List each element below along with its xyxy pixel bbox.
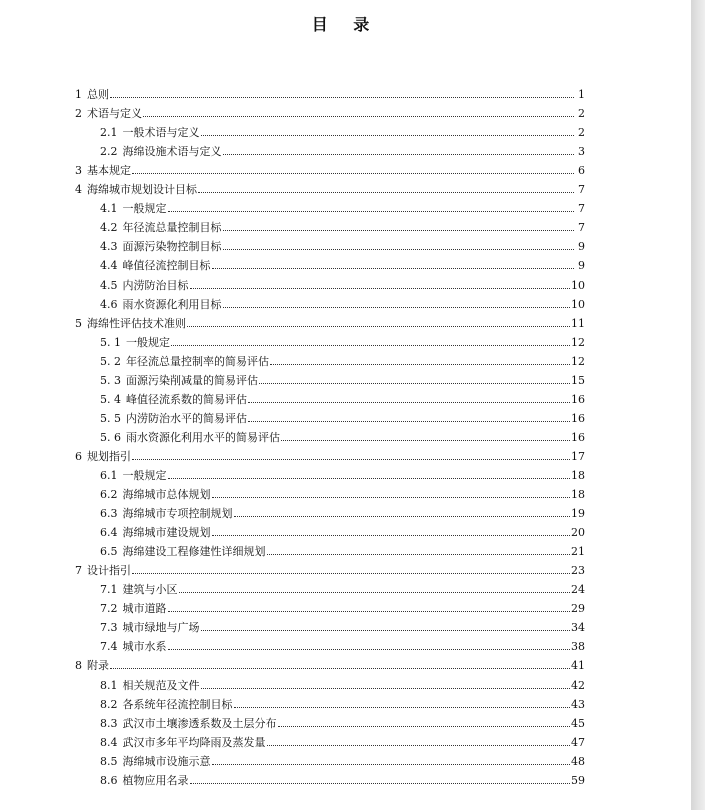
dot-leader: [168, 610, 571, 612]
toc-entry-page: 18: [571, 488, 585, 502]
toc-entry-number: 8.1: [100, 678, 118, 692]
dot-leader: [212, 534, 571, 536]
toc-entry-number: 5. 2: [100, 354, 121, 368]
toc-entry[interactable]: [75, 406, 585, 425]
toc-entry[interactable]: [75, 330, 585, 349]
toc-entry-number: 4.1: [100, 202, 118, 216]
toc-entry-title: 年径流总量控制目标: [122, 221, 222, 235]
dot-leader: [259, 382, 570, 384]
toc-entry-page: 47: [571, 735, 585, 749]
toc-entry[interactable]: [75, 596, 585, 615]
toc-entry-number: 3: [75, 164, 82, 178]
toc-entry[interactable]: [75, 692, 585, 711]
toc-entry[interactable]: [75, 577, 585, 596]
toc-entry-number: 4: [75, 183, 82, 197]
toc-entry-number: 6: [75, 449, 82, 463]
dot-leader: [132, 572, 570, 574]
toc-entry-number: 4.2: [100, 221, 118, 235]
toc-entry-title: 附录: [87, 659, 109, 673]
toc-entry-page: 16: [571, 411, 585, 425]
toc-entry-number: 2.1: [100, 126, 118, 140]
toc-entry-page: 45: [571, 716, 585, 730]
toc-entry-title: 一般规定: [122, 468, 167, 482]
dot-leader: [212, 496, 571, 498]
toc-entry-number: 7.1: [100, 583, 118, 597]
toc-entry-label: [100, 602, 167, 615]
toc-entry-page: 38: [571, 640, 585, 654]
toc-entry-number: 5. 5: [100, 411, 121, 425]
dot-leader: [201, 134, 575, 136]
toc-entry[interactable]: [75, 272, 585, 291]
toc-entry-number: 4.4: [100, 259, 118, 273]
toc-entry[interactable]: [75, 349, 585, 368]
toc-entry[interactable]: [75, 292, 585, 311]
toc-entry-page: 7: [578, 221, 585, 235]
toc-entry[interactable]: [75, 387, 585, 406]
toc-entry-number: 7: [75, 564, 82, 578]
toc-entry-title: 城市绿地与广场: [122, 621, 200, 635]
toc-entry-page: 12: [571, 335, 585, 349]
toc-entry-title: 雨水资源化利用目标: [122, 297, 222, 311]
dot-leader: [168, 648, 571, 650]
toc-entry-page: 48: [571, 754, 585, 768]
toc-entry-title: 武汉市土壤渗透系数及土层分布: [122, 716, 277, 730]
toc-entry-page: 43: [571, 697, 585, 711]
dot-leader: [143, 115, 574, 117]
toc-entry-title: 海绵城市总体规划: [122, 488, 211, 502]
toc-entry[interactable]: [75, 82, 585, 101]
toc-entry-number: 5. 3: [100, 373, 121, 387]
toc-entry-label: [75, 450, 131, 463]
toc-entry-number: 5. 4: [100, 392, 121, 406]
toc-entry-label: [100, 526, 211, 539]
toc-entry[interactable]: [75, 215, 585, 234]
toc-entry[interactable]: [75, 234, 585, 253]
dot-leader: [198, 191, 574, 193]
toc-entry-label: [100, 202, 167, 215]
toc-entry-page: 10: [571, 297, 585, 311]
table-of-contents: [75, 82, 585, 787]
toc-entry[interactable]: [75, 158, 585, 177]
dot-leader: [234, 706, 571, 708]
toc-entry[interactable]: [75, 177, 585, 196]
toc-entry-page: 34: [571, 621, 585, 635]
toc-entry-title: 城市水系: [122, 640, 167, 654]
toc-entry-page: 24: [571, 583, 585, 597]
toc-entry-title: 内涝防治目标: [122, 278, 189, 292]
toc-entry-number: 4.3: [100, 240, 118, 254]
toc-entry[interactable]: [75, 672, 585, 691]
toc-entry-title: 面源污染物控制目标: [122, 240, 222, 254]
toc-entry-title: 规划指引: [87, 449, 131, 463]
toc-entry-number: 8.3: [100, 716, 118, 730]
dot-leader: [223, 153, 575, 155]
toc-entry-page: 12: [571, 354, 585, 368]
dot-leader: [187, 325, 570, 327]
toc-entry[interactable]: [75, 520, 585, 539]
toc-entry[interactable]: [75, 444, 585, 463]
toc-entry[interactable]: [75, 482, 585, 501]
toc-entry-title: 总则: [87, 88, 109, 102]
toc-entry-number: 7.3: [100, 621, 118, 635]
toc-entry-number: 7.2: [100, 602, 118, 616]
toc-entry-label: [100, 507, 233, 520]
dot-leader: [281, 439, 570, 441]
dot-leader: [223, 306, 571, 308]
toc-entry-page: 7: [578, 183, 585, 197]
toc-entry-title: 术语与定义: [87, 107, 142, 121]
toc-entry-number: 2: [75, 107, 82, 121]
toc-entry-label: [100, 279, 189, 292]
toc-entry-title: 一般规定: [126, 335, 170, 349]
dot-leader: [168, 210, 575, 212]
toc-entry-label: [100, 336, 170, 349]
dot-leader: [270, 363, 570, 365]
toc-entry-label: [75, 317, 186, 330]
toc-entry-label: [75, 88, 109, 101]
toc-entry-label: [75, 564, 131, 577]
toc-entry-title: 武汉市多年平均降雨及蒸发量: [122, 735, 266, 749]
toc-entry-page: 3: [578, 145, 585, 159]
toc-entry-title: 海绵性评估技术准则: [87, 316, 186, 330]
toc-entry-title: 年径流总量控制率的简易评估: [126, 354, 269, 368]
toc-entry-number: 6.1: [100, 468, 118, 482]
page-title: 目 录: [311, 15, 380, 34]
dot-leader: [171, 344, 570, 346]
toc-entry-title: 海绵城市专项控制规划: [122, 507, 233, 521]
toc-entry[interactable]: [75, 311, 585, 330]
toc-entry[interactable]: [75, 196, 585, 215]
toc-entry-page: 6: [578, 164, 585, 178]
toc-entry-page: 17: [571, 449, 585, 463]
toc-entry-label: [100, 374, 258, 387]
toc-entry-label: [100, 298, 222, 311]
toc-entry-number: 6.4: [100, 526, 118, 540]
toc-entry-label: [100, 126, 200, 139]
dot-leader: [201, 629, 571, 631]
toc-entry-page: 29: [571, 602, 585, 616]
dot-leader: [190, 287, 571, 289]
dot-leader: [223, 248, 575, 250]
toc-entry-number: 8.5: [100, 754, 118, 768]
dot-leader: [201, 687, 571, 689]
toc-entry-title: 内涝防治水平的简易评估: [126, 411, 247, 425]
toc-entry-label: [75, 107, 142, 120]
toc-entry-number: 2.2: [100, 145, 118, 159]
toc-entry-title: 峰值径流控制目标: [122, 259, 211, 273]
toc-entry-label: [75, 164, 131, 177]
toc-entry-label: [100, 736, 266, 749]
dot-leader: [212, 267, 575, 269]
toc-entry-title: 城市道路: [122, 602, 167, 616]
toc-entry[interactable]: [75, 463, 585, 482]
toc-entry-title: 海绵城市设施示意: [122, 754, 211, 768]
toc-entry-title: 建筑与小区: [122, 583, 178, 597]
dot-leader: [234, 515, 571, 517]
toc-entry-title: 海绵城市规划设计目标: [87, 183, 197, 197]
toc-entry-page: 16: [571, 430, 585, 444]
toc-entry-label: [100, 583, 178, 596]
dot-leader: [212, 763, 571, 765]
toc-entry-page: 15: [571, 373, 585, 387]
toc-entry-title: 相关规范及文件: [122, 678, 200, 692]
dot-leader: [248, 401, 570, 403]
toc-entry-label: [100, 240, 222, 253]
toc-entry[interactable]: [75, 615, 585, 634]
toc-entry[interactable]: [75, 634, 585, 653]
toc-entry-page: 16: [571, 392, 585, 406]
toc-entry-number: 8.2: [100, 697, 118, 711]
toc-entry-page: 23: [571, 564, 585, 578]
toc-entry[interactable]: [75, 730, 585, 749]
dot-leader: [132, 458, 570, 460]
dot-leader: [168, 477, 571, 479]
toc-entry-label: [100, 221, 222, 234]
toc-entry-page: 42: [571, 678, 585, 692]
toc-entry[interactable]: [75, 768, 585, 787]
dot-leader: [110, 667, 570, 669]
toc-entry-title: 一般规定: [122, 202, 167, 216]
toc-entry-label: [100, 621, 200, 634]
toc-entry-title: 峰值径流系数的简易评估: [126, 392, 247, 406]
toc-entry[interactable]: [75, 101, 585, 120]
toc-entry-page: 20: [571, 526, 585, 540]
toc-entry-label: [75, 659, 109, 672]
toc-entry[interactable]: [75, 253, 585, 272]
toc-entry-title: 植物应用名录: [122, 773, 189, 787]
dot-leader: [223, 229, 575, 231]
toc-entry-page: 10: [571, 278, 585, 292]
toc-entry[interactable]: [75, 749, 585, 768]
toc-entry-number: 6.5: [100, 545, 118, 559]
toc-entry-page: 1: [578, 88, 585, 102]
toc-entry-number: 5. 1: [100, 335, 121, 349]
toc-entry-title: 各系统年径流控制目标: [122, 697, 233, 711]
toc-entry-page: 21: [571, 545, 585, 559]
toc-entry[interactable]: [75, 425, 585, 444]
toc-entry[interactable]: [75, 653, 585, 672]
toc-entry[interactable]: [75, 558, 585, 577]
toc-entry-title: 海绵城市建设规划: [122, 526, 211, 540]
toc-entry-number: 6.3: [100, 507, 118, 521]
toc-entry-label: [100, 717, 277, 730]
toc-entry-label: [100, 259, 211, 272]
toc-entry-label: [100, 412, 247, 425]
toc-entry-number: 8.4: [100, 735, 118, 749]
toc-entry-label: [100, 679, 200, 692]
toc-entry-number: 4.5: [100, 278, 118, 292]
toc-entry-title: 海绵建设工程修建性详细规划: [122, 545, 266, 559]
toc-entry-title: 雨水资源化利用水平的简易评估: [126, 430, 280, 444]
dot-leader: [179, 591, 571, 593]
toc-entry-number: 4.6: [100, 297, 118, 311]
toc-entry-title: 面源污染削减量的简易评估: [126, 373, 258, 387]
dot-leader: [110, 96, 574, 98]
toc-entry-page: 9: [578, 240, 585, 254]
toc-entry-label: [100, 755, 211, 768]
toc-entry-label: [100, 774, 189, 787]
toc-entry-number: 8: [75, 659, 82, 673]
toc-entry-label: [100, 640, 167, 653]
toc-entry-number: 1: [75, 88, 82, 102]
toc-entry[interactable]: [75, 539, 585, 558]
toc-entry-label: [100, 545, 266, 558]
toc-entry-page: 18: [571, 468, 585, 482]
toc-entry-label: [100, 698, 233, 711]
page-edge-shadow: [691, 0, 705, 810]
toc-entry-page: 59: [571, 773, 585, 787]
toc-entry-number: 5: [75, 316, 82, 330]
dot-leader: [278, 725, 571, 727]
dot-leader: [267, 553, 571, 555]
dot-leader: [267, 744, 571, 746]
toc-entry-page: 2: [578, 107, 585, 121]
toc-entry-page: 11: [571, 316, 585, 330]
toc-entry-number: 7.4: [100, 640, 118, 654]
toc-entry-page: 2: [578, 126, 585, 140]
toc-entry[interactable]: [75, 501, 585, 520]
toc-entry-label: [100, 488, 211, 501]
toc-entry-label: [75, 183, 197, 196]
toc-entry[interactable]: [75, 711, 585, 730]
dot-leader: [190, 782, 571, 784]
toc-entry-label: [100, 393, 247, 406]
toc-entry-title: 基本规定: [87, 164, 131, 178]
dot-leader: [132, 172, 574, 174]
toc-entry-page: 41: [571, 659, 585, 673]
toc-entry[interactable]: [75, 368, 585, 387]
toc-entry-label: [100, 469, 167, 482]
toc-entry-label: [100, 145, 222, 158]
toc-entry-title: 一般术语与定义: [122, 126, 200, 140]
toc-entry-page: 7: [578, 202, 585, 216]
toc-entry-number: 6.2: [100, 488, 118, 502]
toc-entry[interactable]: [75, 139, 585, 158]
toc-entry[interactable]: [75, 120, 585, 139]
toc-entry-page: 9: [578, 259, 585, 273]
toc-entry-label: [100, 355, 269, 368]
toc-entry-label: [100, 431, 280, 444]
toc-entry-number: 8.6: [100, 773, 118, 787]
toc-entry-number: 5. 6: [100, 430, 121, 444]
toc-entry-page: 19: [571, 507, 585, 521]
toc-entry-title: 设计指引: [87, 564, 131, 578]
toc-entry-title: 海绵设施术语与定义: [122, 145, 222, 159]
dot-leader: [248, 420, 570, 422]
